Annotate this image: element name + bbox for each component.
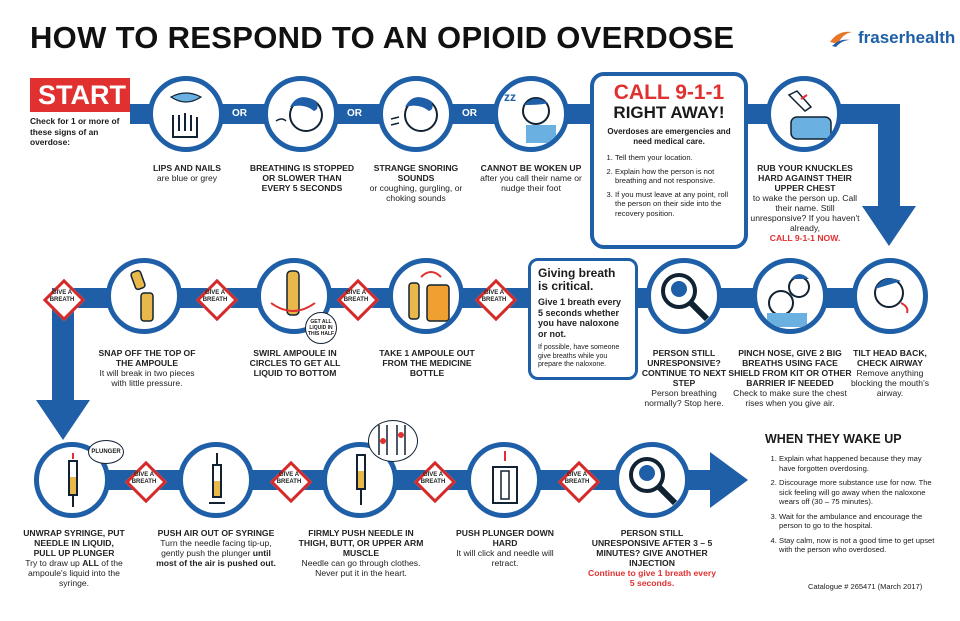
give-breath-marker: GIVE A BREATH bbox=[272, 463, 306, 497]
tilt-head-step bbox=[852, 258, 928, 334]
sign-breathing bbox=[263, 76, 339, 152]
page-title: HOW TO RESPOND TO AN OPIOID OVERDOSE bbox=[30, 20, 735, 55]
step-caption bbox=[588, 528, 716, 588]
step-caption bbox=[840, 348, 940, 398]
rub-call-now: CALL 9-1-1 NOW. bbox=[769, 233, 841, 243]
step-title: PUSH AIR OUT OF SYRINGE bbox=[157, 528, 275, 538]
magnifier-person-icon bbox=[651, 263, 717, 329]
or-label: OR bbox=[462, 108, 477, 119]
sign-caption bbox=[142, 163, 232, 183]
sign-title: BREATHING IS STOPPED OR SLOWER THAN EVERY 5 SECONDS bbox=[249, 163, 355, 193]
give-breath-marker: GIVE A BREATH bbox=[339, 281, 373, 315]
rub-knuckles-icon bbox=[771, 81, 837, 147]
step-desc: Person breathing normally? Stop here. bbox=[644, 388, 724, 408]
start-instructions: Check for 1 or more of these signs of an overdose: bbox=[30, 116, 120, 147]
step-caption bbox=[240, 348, 350, 378]
step-title: PERSON STILL UNRESPONSIVE AFTER 3 – 5 MINUTES? GIVE ANOTHER INJECTION bbox=[591, 528, 713, 568]
sign-snoring bbox=[378, 76, 454, 152]
or-label: OR bbox=[232, 108, 247, 119]
second-dose-step bbox=[614, 442, 690, 518]
wake-title: WHEN THEY WAKE UP bbox=[765, 432, 902, 446]
step-desc: Check to make sure the chest rises when you give air. bbox=[733, 388, 847, 408]
breath-red: Give 1 breath every 5 seconds bbox=[538, 297, 622, 318]
sign-caption bbox=[247, 163, 357, 193]
sign-lips-nails bbox=[148, 76, 224, 152]
or-label: OR bbox=[347, 108, 362, 119]
sign-title: CANNOT BE WOKEN UP bbox=[480, 163, 582, 173]
call-subheading: RIGHT AWAY! bbox=[613, 103, 725, 122]
call-steps bbox=[604, 153, 734, 218]
wake-step: 1. Explain what happened because they may have forgotten overdosing. bbox=[779, 454, 935, 473]
svg-text:zz: zz bbox=[504, 90, 516, 104]
step-title: FIRMLY PUSH NEEDLE IN THIGH, BUTT, OR UPPER ARM MUSCLE bbox=[298, 528, 424, 558]
call-step: 3. If you must leave at any point, roll the person on their side into the recovery position. bbox=[615, 190, 734, 219]
step-desc: Try to draw up ALL of the ampoule's liquid into the syringe. bbox=[25, 558, 123, 588]
give-breath-marker: GIVE A BREATH bbox=[45, 281, 79, 315]
sign-desc: after you call their name or nudge their foot bbox=[480, 173, 582, 193]
sign-desc: are blue or grey bbox=[156, 173, 218, 183]
step-caption bbox=[726, 348, 854, 408]
sign-desc: or coughing, gurgling, or choking sounds bbox=[369, 183, 463, 203]
face-snoring-icon bbox=[383, 81, 449, 147]
wake-step: 3. Wait for the ambulance and encourage the person to go to the hospital. bbox=[779, 512, 935, 531]
call-heading: CALL 9-1-1 bbox=[613, 81, 725, 104]
step-caption bbox=[22, 528, 126, 588]
push-air-step bbox=[178, 442, 254, 518]
when-they-wake-up bbox=[765, 432, 935, 560]
call-911-box bbox=[590, 72, 748, 249]
rescue-breath-step bbox=[752, 258, 828, 334]
step-desc: Needle can go through clothes. Never put it in the heart. bbox=[301, 558, 421, 578]
step-desc: It will click and needle will retract. bbox=[456, 548, 554, 568]
plunger-badge: PLUNGER bbox=[88, 440, 124, 464]
step-desc: Remove anything blocking the mouth's airway. bbox=[850, 368, 930, 398]
magnifier-person-icon bbox=[619, 447, 685, 513]
step-caption bbox=[634, 348, 734, 408]
rub-knuckles-step bbox=[766, 76, 842, 152]
push-plunger-step bbox=[466, 442, 542, 518]
step-title: SNAP OFF THE TOP OF THE AMPOULE bbox=[98, 348, 196, 368]
wake-step: 4. Stay calm, now is not a good time to get upset with the person who overdosed. bbox=[779, 536, 935, 555]
step-title: PINCH NOSE, GIVE 2 BIG BREATHS USING FACE SHIELD FROM KIT OR OTHER BARRIER IF NEEDED bbox=[728, 348, 852, 388]
logo-text: fraserhealth bbox=[858, 28, 956, 47]
check-responsive-step bbox=[646, 258, 722, 334]
step-title: TILT HEAD BACK, CHECK AIRWAY bbox=[853, 348, 927, 368]
step-title: PUSH PLUNGER DOWN HARD bbox=[456, 528, 554, 548]
lips-hand-icon bbox=[153, 81, 219, 147]
step-caption bbox=[372, 348, 482, 378]
snap-ampoule-step bbox=[106, 258, 182, 334]
rub-desc: to wake the person up. Call their name. Still unresponsive? If you haven't already, bbox=[750, 193, 860, 233]
rescue-breath-icon bbox=[757, 263, 823, 329]
call-step: 1. Tell them your location. bbox=[615, 153, 734, 163]
face-breathing-icon bbox=[268, 81, 334, 147]
give-breath-marker: GIVE A BREATH bbox=[416, 463, 450, 497]
sign-title: LIPS AND NAILS bbox=[153, 163, 221, 173]
step-title: SWIRL AMPOULE IN CIRCLES TO GET ALL LIQUID TO BOTTOM bbox=[249, 348, 341, 378]
step-desc: Continue to give 1 breath every 5 seconds. bbox=[588, 568, 716, 588]
step-desc: It will break in two pieces with little pressure. bbox=[99, 368, 195, 388]
body-outline-icon bbox=[369, 421, 415, 459]
liquid-badge: GET ALL LIQUID IN THIS HALF bbox=[305, 312, 337, 344]
breath-rest: whether you have naloxone or not. bbox=[538, 307, 620, 339]
step-title: PERSON STILL UNRESPONSIVE? CONTINUE TO NEXT STEP bbox=[641, 348, 727, 388]
step-caption bbox=[154, 528, 278, 568]
give-breath-marker: GIVE A BREATH bbox=[560, 463, 594, 497]
sign-caption bbox=[476, 163, 586, 193]
sleeping-person-icon bbox=[498, 81, 564, 147]
start-badge: START bbox=[30, 78, 130, 112]
sign-caption bbox=[366, 163, 466, 203]
give-breath-marker: GIVE A BREATH bbox=[198, 281, 232, 315]
step-caption bbox=[450, 528, 560, 568]
step-caption bbox=[296, 528, 426, 578]
step-title: UNWRAP SYRINGE, PUT NEEDLE IN LIQUID, PULL UP PLUNGER bbox=[23, 528, 125, 558]
breath-instruction bbox=[538, 297, 628, 339]
syringe-air-icon bbox=[183, 447, 249, 513]
step-desc: Turn the needle facing tip-up, gently push the plunger until most of the air is pushed out. bbox=[156, 538, 276, 568]
ampoule-bottle-icon bbox=[393, 263, 459, 329]
take-ampoule-step bbox=[388, 258, 464, 334]
wake-steps bbox=[765, 454, 935, 555]
rub-caption bbox=[750, 163, 860, 243]
giving-breath-box bbox=[528, 258, 638, 380]
give-breath-marker: GIVE A BREATH bbox=[477, 281, 511, 315]
snap-ampoule-icon bbox=[111, 263, 177, 329]
injection-site-diagram bbox=[368, 420, 418, 462]
sign-cannot-wake bbox=[493, 76, 569, 152]
wake-step: 2. Discourage more substance use for now. The sick feeling will go away when the naloxone wears off (30 – 75 minutes). bbox=[779, 478, 935, 507]
step-title: TAKE 1 AMPOULE OUT FROM THE MEDICINE BOTTLE bbox=[379, 348, 475, 378]
tilt-head-icon bbox=[857, 263, 923, 329]
rub-title: RUB YOUR KNUCKLES HARD AGAINST THEIR UPPER CHEST bbox=[757, 163, 853, 193]
breath-title: Giving breath is critical. bbox=[538, 266, 616, 293]
syringe-push-icon bbox=[471, 447, 537, 513]
call-note: Overdoses are emergencies and need medical care. bbox=[607, 127, 731, 146]
give-breath-marker: GIVE A BREATH bbox=[127, 463, 161, 497]
breath-note: If possible, have someone give breaths while you prepare the naloxone. bbox=[538, 344, 620, 368]
call-step: 2. Explain how the person is not breathing and not responsive. bbox=[615, 167, 734, 186]
step-caption bbox=[92, 348, 202, 388]
sign-title: STRANGE SNORING SOUNDS bbox=[373, 163, 459, 183]
catalogue-number: Catalogue # 265471 (March 2017) bbox=[808, 582, 923, 591]
